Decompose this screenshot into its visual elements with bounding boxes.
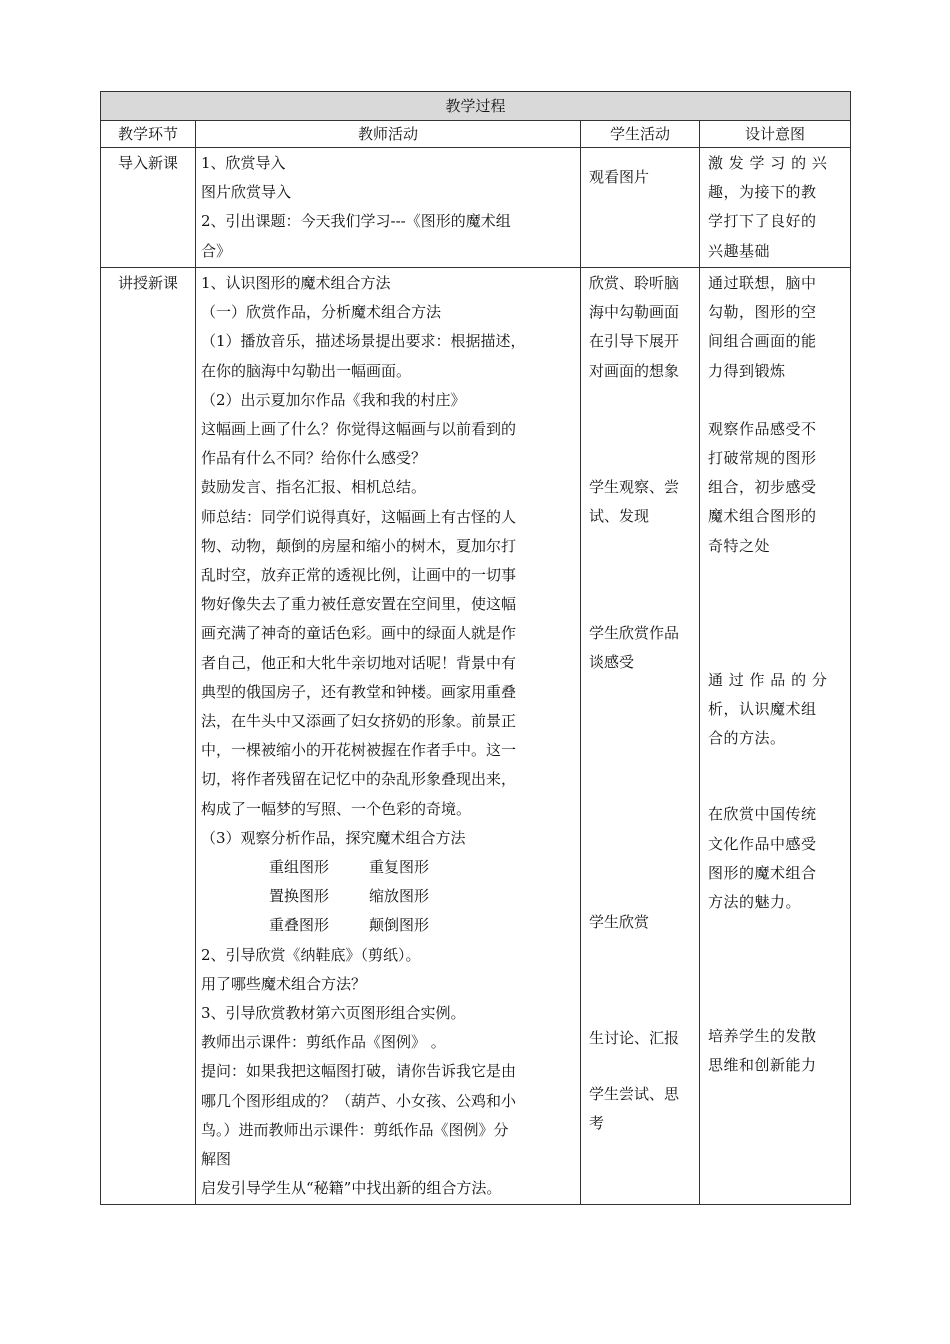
text-line: 启发引导学生从“秘籍”中找出新的组合方法。 [201,1179,502,1198]
method-name: 缩放图形 [369,887,430,906]
text-line: 间组合画面的能 [708,332,817,351]
text-line: 用了哪些魔术组合方法？ [201,974,367,993]
text-line: 通过联想，脑中 [708,274,817,292]
phase-cell: 导入新课 [101,148,196,268]
method-line [201,853,575,882]
text-line: 考 [589,1114,605,1133]
text-line: 趣，为接下的教 [708,183,817,202]
text-line: 方法的魅力。 [708,893,802,912]
text-line: 学生观察、尝 [589,477,680,496]
text-line: 欣赏、聆听脑 [589,274,680,292]
design-cell [700,148,851,268]
method-name: 颠倒图形 [369,916,430,935]
header-row [101,121,851,148]
text-line: 合》 [201,241,232,260]
text-line: 法，在牛头中又添画了妇女挤奶的形象。前景正 [201,712,517,731]
text-line: 这幅画上画了什么？你觉得这幅画与以前看到的 [201,420,517,439]
header-student: 学生活动 [581,121,700,148]
text-line: 合的方法。 [708,729,786,748]
text-line: 观看图片 [589,168,650,187]
text-line: 在欣赏中国传统 [708,805,817,824]
text-line: 奇特之处 [708,536,771,555]
text-line: 乱时空，放弃正常的透视比例，让画中的一切事 [201,566,517,585]
text-line: 中，一棵被缩小的开花树被握在作者手中。这一 [201,741,517,760]
text-line: 3、引导欣赏教材第六页图形组合实例。 [201,1004,466,1023]
table-row [101,268,851,1205]
student-cell [581,268,700,1205]
header-design: 设计意图 [700,121,851,148]
text-line: 作品有什么不同？给你什么感受？ [201,449,427,468]
method-name: 重叠图形 [269,916,330,935]
text-line: 切，将作者残留在记忆中的杂乱形象叠现出来， [201,770,517,789]
header-teacher: 教师活动 [196,121,581,148]
method-name: 重组图形 [269,858,330,877]
text-line: 解图 [201,1150,232,1169]
text-line: 文化作品中感受 [708,834,817,853]
text-line: 激 发 学 习 的 兴 [708,154,828,172]
text-line: 力得到锻炼 [708,361,786,380]
text-line: 学打下了良好的 [708,212,817,231]
text-line: 培养学生的发散 [708,1027,817,1046]
text-line: 通 过 作 品 的 分 [708,670,828,689]
header-phase: 教学环节 [101,121,196,148]
text-line: 兴趣基础 [708,241,771,260]
text-line: （1）播放音乐，描述场景提出要求：根据描述， [201,332,526,351]
text-line: 教师出示课件：剪纸作品《图例》 。 [201,1033,446,1052]
text-line: 1、欣赏导入 [201,154,286,172]
text-line: 物、动物，颠倒的房屋和缩小的树木，夏加尔打 [201,536,517,555]
text-line: 师总结：同学们说得真好，这幅画上有古怪的人 [201,507,517,526]
design-cell [700,268,851,1205]
text-line: 鸟。）进而教师出示课件：剪纸作品《图例》分 [201,1120,509,1139]
text-line: 图片欣赏导入 [201,183,292,202]
table-title: 教学过程 [101,92,851,121]
text-line: 1、认识图形的魔术组合方法 [201,274,391,292]
text-line: 组合，初步感受 [708,478,817,497]
text-line: 谈感受 [589,653,635,672]
text-line: 对画面的想象 [589,361,680,380]
text-line: （2）出示夏加尔作品《我和我的村庄》 [201,390,466,409]
text-line: 生讨论、汇报 [589,1028,680,1047]
method-name: 重复图形 [369,858,430,877]
table-row [101,148,851,268]
teacher-cell [196,148,581,268]
text-line: （3）观察分析作品，探究魔术组合方法 [201,828,466,847]
method-name: 置换图形 [269,887,330,906]
method-line [201,882,575,911]
text-line: 图形的魔术组合 [708,863,817,882]
text-line: 物好像失去了重力被任意安置在空间里，使这幅 [201,595,517,614]
text-line: 学生尝试、思 [589,1085,680,1104]
teacher-cell [196,268,581,1205]
text-line: 2、引出课题：今天我们学习---《图形的魔术组 [201,212,511,231]
text-line: 画充满了神奇的童话色彩。画中的绿面人就是作 [201,624,517,643]
text-line: 构成了一幅梦的写照、一个色彩的奇境。 [201,799,472,818]
text-line: 在你的脑海中勾勒出一幅画面。 [201,361,412,380]
text-line: 在引导下展开 [589,332,680,351]
text-line: 者自己，他正和大牝牛亲切地对话呢！背景中有 [201,653,517,672]
student-cell [581,148,700,268]
text-line: 鼓励发言、指名汇报、相机总结。 [201,478,427,497]
text-line: 典型的俄国房子，还有教堂和钟楼。画家用重叠 [201,682,517,701]
text-line: 析，认识魔术组 [708,700,817,719]
teaching-process-table [100,91,851,1205]
text-line: 学生欣赏 [589,912,650,931]
text-line: 勾勒，图形的空 [708,303,817,322]
text-line: 打破常规的图形 [708,449,817,468]
text-line: 魔术组合图形的 [708,507,817,526]
text-line: 观察作品感受不 [708,419,817,438]
text-line: 哪几个图形组成的？（葫芦、小女孩、公鸡和小 [201,1091,517,1110]
text-line: 海中勾勒画面 [589,303,680,322]
text-line: 提问：如果我把这幅图打破，请你告诉我它是由 [201,1062,517,1081]
text-line: 学生欣赏作品 [589,624,680,643]
text-line: 思维和创新能力 [708,1056,817,1075]
text-line: （一）欣赏作品，分析魔术组合方法 [201,303,442,322]
method-line [201,911,575,940]
phase-cell: 讲授新课 [101,268,196,1205]
text-line: 2、引导欣赏《纳鞋底》（剪纸）。 [201,945,421,964]
text-line: 试、发现 [589,507,650,526]
